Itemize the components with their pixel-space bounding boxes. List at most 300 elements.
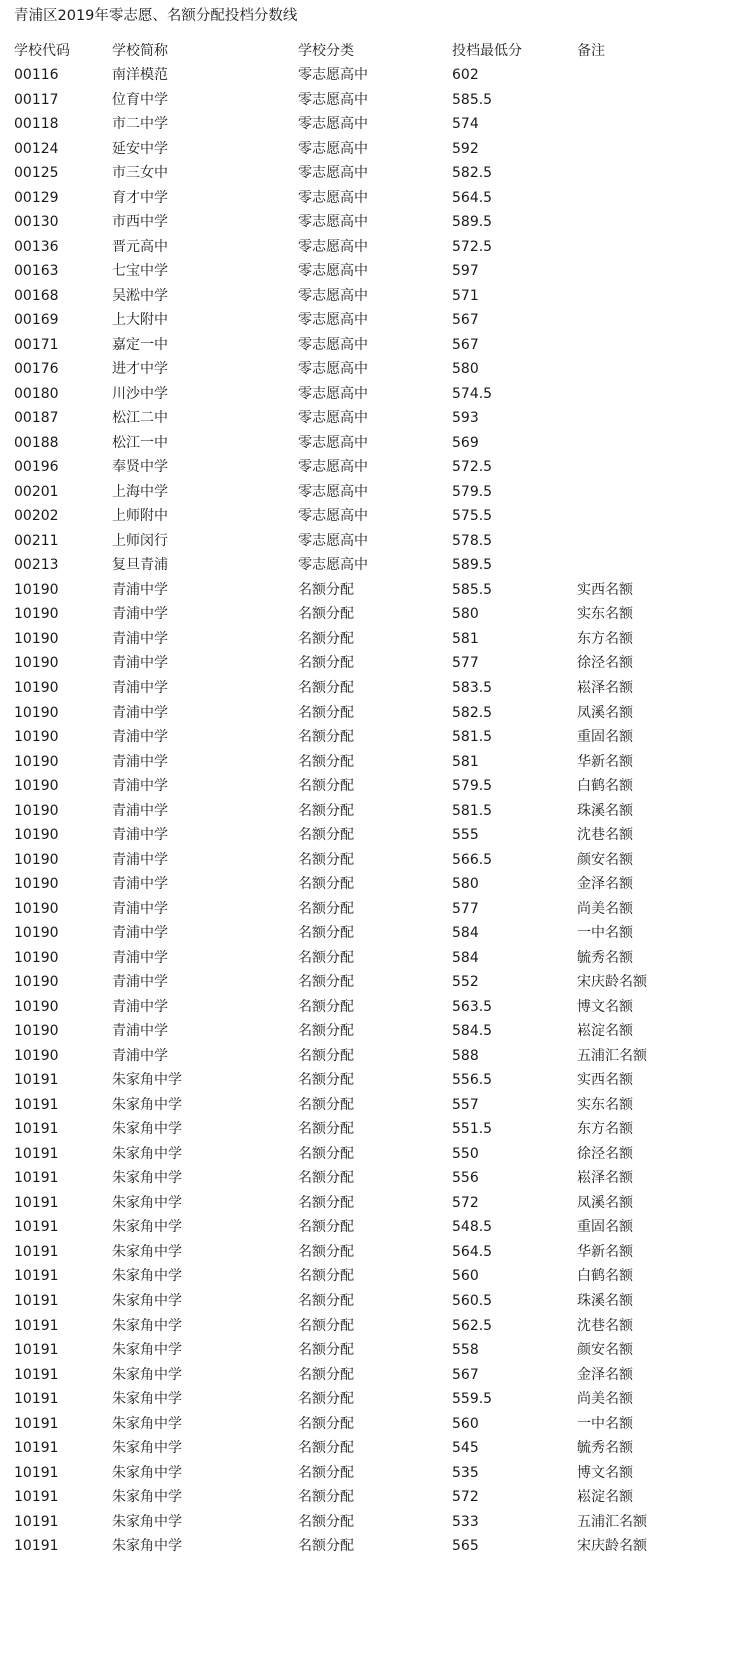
cell-school-category: 零志愿高中 — [298, 263, 368, 280]
table-row — [0, 160, 750, 186]
table-row — [0, 798, 750, 824]
cell-school-code: 00116 — [14, 67, 59, 83]
cell-school-name: 朱家角中学 — [112, 1268, 182, 1285]
cell-school-code: 10190 — [14, 630, 59, 647]
cell-school-name: 川沙中学 — [112, 385, 168, 402]
cell-min-score: 574.5 — [452, 385, 493, 402]
cell-school-name: 青浦中学 — [112, 876, 168, 893]
table-row — [0, 503, 750, 529]
cell-school-code: 10191 — [14, 1268, 59, 1285]
cell-school-category: 名额分配 — [298, 1121, 354, 1138]
cell-min-score: 572.5 — [452, 238, 493, 255]
cell-school-category: 名额分配 — [298, 949, 354, 966]
table-row — [0, 822, 750, 848]
cell-min-score: 564.5 — [452, 189, 493, 206]
cell-min-score: 558 — [452, 1342, 479, 1359]
cell-remark: 宋庆龄名额 — [577, 974, 647, 991]
header-school-category: 学校分类 — [298, 43, 354, 59]
cell-school-code: 00211 — [14, 532, 59, 549]
cell-school-name: 青浦中学 — [112, 1023, 168, 1040]
cell-school-category: 名额分配 — [298, 802, 354, 819]
cell-school-code: 10191 — [14, 1391, 59, 1408]
table-row — [0, 773, 750, 799]
table-row — [0, 111, 750, 137]
cell-min-score: 574 — [452, 116, 479, 133]
table-row — [0, 552, 750, 578]
page-title: 青浦区2019年零志愿、名额分配投档分数线 — [14, 8, 298, 24]
cell-school-category: 名额分配 — [298, 876, 354, 893]
table-row — [0, 1043, 750, 1069]
cell-min-score: 564.5 — [452, 1243, 493, 1260]
cell-min-score: 567 — [452, 312, 479, 329]
cell-min-score: 571 — [452, 287, 479, 304]
table-row — [0, 994, 750, 1020]
cell-school-code: 00187 — [14, 410, 59, 427]
cell-school-category: 名额分配 — [298, 1072, 354, 1089]
cell-school-category: 名额分配 — [298, 1366, 354, 1383]
cell-school-category: 名额分配 — [298, 630, 354, 647]
table-row — [0, 1116, 750, 1142]
table-row — [0, 258, 750, 284]
cell-school-code: 00180 — [14, 385, 59, 402]
cell-school-category: 名额分配 — [298, 1293, 354, 1309]
cell-school-category: 零志愿高中 — [298, 483, 368, 500]
table-row — [0, 283, 750, 309]
table-row — [0, 87, 750, 113]
cell-remark: 崧泽名额 — [577, 1170, 633, 1187]
cell-school-category: 零志愿高中 — [298, 312, 368, 329]
cell-remark: 华新名额 — [577, 1243, 633, 1260]
cell-remark: 五浦汇名额 — [577, 1047, 647, 1064]
cell-school-code: 00168 — [14, 287, 59, 304]
cell-school-category: 零志愿高中 — [298, 410, 368, 427]
cell-school-category: 零志愿高中 — [298, 434, 368, 451]
cell-school-category: 名额分配 — [298, 1194, 354, 1211]
table-row — [0, 332, 750, 358]
cell-min-score: 580 — [452, 876, 479, 893]
cell-school-name: 朱家角中学 — [112, 1342, 182, 1359]
table-row — [0, 1092, 750, 1118]
cell-school-name: 进才中学 — [112, 361, 168, 378]
table-row — [0, 1067, 750, 1093]
cell-school-code: 10191 — [14, 1513, 59, 1530]
table-row — [0, 724, 750, 750]
cell-min-score: 567 — [452, 336, 479, 353]
cell-school-category: 零志愿高中 — [298, 532, 368, 549]
table-header — [0, 38, 750, 64]
cell-remark: 崧泽名额 — [577, 680, 633, 696]
table-row — [0, 847, 750, 873]
cell-school-name: 青浦中学 — [112, 998, 168, 1015]
cell-school-category: 名额分配 — [298, 1513, 354, 1530]
cell-school-code: 00130 — [14, 214, 59, 231]
cell-school-code: 10190 — [14, 680, 59, 696]
cell-remark: 白鹤名额 — [577, 1268, 633, 1285]
cell-school-name: 青浦中学 — [112, 680, 168, 696]
cell-remark: 实西名额 — [577, 1072, 633, 1089]
cell-school-code: 10191 — [14, 1489, 59, 1506]
cell-min-score: 589.5 — [452, 557, 493, 574]
cell-min-score: 577 — [452, 900, 479, 917]
cell-min-score: 581.5 — [452, 802, 493, 819]
cell-school-name: 朱家角中学 — [112, 1243, 182, 1260]
cell-remark: 五浦汇名额 — [577, 1513, 647, 1530]
cell-school-name: 市三女中 — [112, 165, 168, 182]
table-row — [0, 1533, 750, 1559]
cell-school-name: 位育中学 — [112, 91, 168, 108]
table-row — [0, 479, 750, 505]
cell-school-category: 名额分配 — [298, 1342, 354, 1359]
cell-remark: 徐泾名额 — [577, 1145, 633, 1162]
cell-school-category: 零志愿高中 — [298, 238, 368, 255]
table-row — [0, 381, 750, 407]
table-row — [0, 577, 750, 603]
cell-school-code: 10191 — [14, 1243, 59, 1260]
cell-school-category: 名额分配 — [298, 974, 354, 991]
cell-remark: 重固名额 — [577, 729, 633, 746]
cell-min-score: 581.5 — [452, 729, 493, 746]
cell-school-name: 朱家角中学 — [112, 1072, 182, 1089]
cell-min-score: 584 — [452, 949, 479, 966]
cell-min-score: 582.5 — [452, 165, 493, 182]
cell-remark: 凤溪名额 — [577, 704, 633, 721]
cell-school-code: 00136 — [14, 238, 59, 255]
cell-school-code: 10191 — [14, 1464, 59, 1481]
table-row — [0, 1362, 750, 1388]
cell-school-name: 青浦中学 — [112, 802, 168, 819]
table-row — [0, 650, 750, 676]
cell-school-category: 零志愿高中 — [298, 336, 368, 353]
table-row — [0, 945, 750, 971]
cell-remark: 崧淀名额 — [577, 1489, 633, 1506]
cell-school-code: 10191 — [14, 1538, 59, 1555]
cell-min-score: 551.5 — [452, 1121, 493, 1138]
cell-min-score: 577 — [452, 655, 479, 672]
cell-school-code: 00117 — [14, 91, 59, 108]
cell-school-name: 青浦中学 — [112, 729, 168, 746]
cell-school-category: 零志愿高中 — [298, 91, 368, 108]
table-row — [0, 1509, 750, 1535]
cell-school-category: 零志愿高中 — [298, 385, 368, 402]
cell-school-code: 10190 — [14, 1047, 59, 1064]
cell-school-name: 朱家角中学 — [112, 1464, 182, 1481]
cell-min-score: 556.5 — [452, 1072, 493, 1089]
cell-school-code: 10191 — [14, 1342, 59, 1359]
cell-min-score: 584.5 — [452, 1023, 493, 1040]
cell-min-score: 579.5 — [452, 483, 493, 500]
table-row — [0, 307, 750, 333]
cell-school-code: 00124 — [14, 140, 59, 157]
cell-min-score: 580 — [452, 606, 479, 623]
cell-school-name: 朱家角中学 — [112, 1317, 182, 1334]
cell-school-category: 零志愿高中 — [298, 140, 368, 157]
cell-school-code: 10190 — [14, 827, 59, 844]
cell-remark: 实东名额 — [577, 1096, 633, 1113]
cell-school-name: 嘉定一中 — [112, 336, 168, 353]
cell-school-category: 名额分配 — [298, 1464, 354, 1481]
cell-school-name: 朱家角中学 — [112, 1096, 182, 1113]
header-min-score: 投档最低分 — [452, 43, 522, 59]
cell-min-score: 581 — [452, 630, 479, 647]
cell-school-name: 松江一中 — [112, 434, 168, 451]
cell-school-code: 10191 — [14, 1170, 59, 1187]
table-row — [0, 920, 750, 946]
cell-min-score: 535 — [452, 1464, 479, 1481]
cell-school-name: 青浦中学 — [112, 900, 168, 917]
cell-school-category: 零志愿高中 — [298, 508, 368, 525]
cell-school-name: 朱家角中学 — [112, 1440, 182, 1457]
table-row — [0, 185, 750, 211]
table-row — [0, 1386, 750, 1412]
cell-min-score: 560.5 — [452, 1293, 493, 1309]
cell-remark: 宋庆龄名额 — [577, 1538, 647, 1555]
cell-school-name: 青浦中学 — [112, 581, 168, 598]
cell-remark: 徐泾名额 — [577, 655, 633, 672]
cell-school-code: 10190 — [14, 802, 59, 819]
cell-min-score: 592 — [452, 140, 479, 157]
cell-school-name: 奉贤中学 — [112, 459, 168, 476]
cell-school-category: 名额分配 — [298, 778, 354, 795]
cell-school-code: 10190 — [14, 949, 59, 966]
cell-min-score: 581 — [452, 753, 479, 770]
cell-school-name: 复旦青浦 — [112, 557, 168, 574]
header-school-name: 学校简称 — [112, 43, 168, 59]
cell-school-code: 10190 — [14, 998, 59, 1015]
cell-school-name: 七宝中学 — [112, 263, 168, 280]
table-row — [0, 1411, 750, 1437]
table-row — [0, 896, 750, 922]
cell-school-code: 10190 — [14, 778, 59, 795]
cell-school-name: 青浦中学 — [112, 606, 168, 623]
cell-school-name: 朱家角中学 — [112, 1391, 182, 1408]
cell-school-name: 上师闵行 — [112, 532, 168, 549]
table-row — [0, 1435, 750, 1461]
cell-min-score: 545 — [452, 1440, 479, 1457]
cell-school-code: 10190 — [14, 606, 59, 623]
cell-school-category: 名额分配 — [298, 1538, 354, 1555]
cell-remark: 金泽名额 — [577, 876, 633, 893]
table-row — [0, 675, 750, 701]
cell-remark: 实东名额 — [577, 606, 633, 623]
cell-school-name: 青浦中学 — [112, 974, 168, 991]
cell-min-score: 556 — [452, 1170, 479, 1187]
table-row — [0, 136, 750, 162]
table-row — [0, 1018, 750, 1044]
cell-school-category: 名额分配 — [298, 998, 354, 1015]
cell-school-code: 10191 — [14, 1194, 59, 1211]
cell-school-code: 10190 — [14, 1023, 59, 1040]
cell-school-category: 名额分配 — [298, 1170, 354, 1187]
cell-school-category: 名额分配 — [298, 606, 354, 623]
cell-school-name: 朱家角中学 — [112, 1513, 182, 1530]
cell-min-score: 559.5 — [452, 1391, 493, 1408]
cell-school-name: 朱家角中学 — [112, 1170, 182, 1187]
cell-remark: 重固名额 — [577, 1219, 633, 1236]
table-row — [0, 1313, 750, 1339]
cell-min-score: 575.5 — [452, 508, 493, 525]
cell-min-score: 569 — [452, 434, 479, 451]
cell-school-name: 青浦中学 — [112, 630, 168, 647]
cell-remark: 东方名额 — [577, 1121, 633, 1138]
cell-school-category: 名额分配 — [298, 1440, 354, 1457]
cell-min-score: 597 — [452, 263, 479, 280]
cell-school-category: 名额分配 — [298, 655, 354, 672]
cell-school-code: 10191 — [14, 1145, 59, 1162]
cell-school-code: 10190 — [14, 581, 59, 598]
cell-remark: 实西名额 — [577, 581, 633, 598]
cell-school-name: 延安中学 — [112, 140, 168, 157]
cell-school-code: 00169 — [14, 312, 59, 329]
table-row — [0, 1190, 750, 1216]
table-row — [0, 1165, 750, 1191]
cell-min-score: 563.5 — [452, 998, 493, 1015]
cell-min-score: 552 — [452, 974, 479, 991]
cell-school-category: 零志愿高中 — [298, 459, 368, 476]
cell-min-score: 548.5 — [452, 1219, 493, 1236]
cell-school-code: 10191 — [14, 1219, 59, 1236]
cell-min-score: 557 — [452, 1096, 479, 1113]
cell-school-category: 名额分配 — [298, 1096, 354, 1113]
table-row — [0, 871, 750, 897]
cell-school-code: 10191 — [14, 1072, 59, 1089]
cell-min-score: 585.5 — [452, 581, 493, 598]
table-row — [0, 62, 750, 88]
table-row — [0, 1141, 750, 1167]
cell-school-category: 零志愿高中 — [298, 116, 368, 133]
cell-school-name: 朱家角中学 — [112, 1121, 182, 1138]
cell-school-category: 名额分配 — [298, 581, 354, 598]
cell-school-name: 朱家角中学 — [112, 1219, 182, 1236]
cell-min-score: 572 — [452, 1489, 479, 1506]
cell-school-name: 朱家角中学 — [112, 1415, 182, 1432]
cell-school-category: 零志愿高中 — [298, 557, 368, 574]
cell-school-category: 零志愿高中 — [298, 189, 368, 206]
cell-school-code: 10191 — [14, 1440, 59, 1457]
cell-school-code: 10191 — [14, 1121, 59, 1138]
cell-min-score: 565 — [452, 1538, 479, 1555]
cell-remark: 毓秀名额 — [577, 1440, 633, 1457]
cell-min-score: 555 — [452, 827, 479, 844]
cell-remark: 沈巷名额 — [577, 827, 633, 844]
cell-school-name: 朱家角中学 — [112, 1293, 182, 1309]
cell-school-category: 名额分配 — [298, 1145, 354, 1162]
cell-school-name: 青浦中学 — [112, 1047, 168, 1064]
cell-school-name: 市二中学 — [112, 116, 168, 133]
table-row — [0, 1484, 750, 1510]
cell-min-score: 567 — [452, 1366, 479, 1383]
cell-school-code: 10190 — [14, 655, 59, 672]
cell-school-category: 名额分配 — [298, 1243, 354, 1260]
cell-school-category: 零志愿高中 — [298, 67, 368, 83]
cell-school-code: 10190 — [14, 753, 59, 770]
cell-school-code: 10190 — [14, 729, 59, 746]
cell-school-name: 青浦中学 — [112, 851, 168, 868]
cell-school-name: 市西中学 — [112, 214, 168, 231]
cell-school-category: 名额分配 — [298, 1047, 354, 1064]
table-row — [0, 1460, 750, 1486]
table-row — [0, 430, 750, 456]
cell-school-category: 名额分配 — [298, 900, 354, 917]
cell-min-score: 560 — [452, 1268, 479, 1285]
cell-school-category: 名额分配 — [298, 753, 354, 770]
cell-school-name: 青浦中学 — [112, 949, 168, 966]
cell-min-score: 550 — [452, 1145, 479, 1162]
table-row — [0, 405, 750, 431]
cell-remark: 珠溪名额 — [577, 802, 633, 819]
cell-school-name: 朱家角中学 — [112, 1366, 182, 1383]
cell-school-name: 上师附中 — [112, 508, 168, 525]
cell-remark: 崧淀名额 — [577, 1023, 633, 1040]
cell-school-name: 青浦中学 — [112, 778, 168, 795]
cell-school-category: 名额分配 — [298, 1317, 354, 1334]
table-row — [0, 356, 750, 382]
cell-school-category: 名额分配 — [298, 1023, 354, 1040]
cell-school-name: 晋元高中 — [112, 238, 168, 255]
cell-school-code: 10190 — [14, 925, 59, 942]
cell-remark: 博文名额 — [577, 998, 633, 1015]
cell-school-code: 00196 — [14, 459, 59, 476]
cell-min-score: 572 — [452, 1194, 479, 1211]
cell-min-score: 580 — [452, 361, 479, 378]
cell-school-code: 00163 — [14, 263, 59, 280]
table-row — [0, 454, 750, 480]
cell-min-score: 588 — [452, 1047, 479, 1064]
cell-min-score: 572.5 — [452, 459, 493, 476]
cell-school-category: 零志愿高中 — [298, 165, 368, 182]
cell-school-name: 南洋模范 — [112, 67, 168, 83]
table-row — [0, 209, 750, 235]
cell-school-code: 10191 — [14, 1415, 59, 1432]
cell-remark: 华新名额 — [577, 753, 633, 770]
cell-school-code: 00201 — [14, 483, 59, 500]
cell-remark: 毓秀名额 — [577, 949, 633, 966]
cell-remark: 金泽名额 — [577, 1366, 633, 1383]
cell-school-name: 青浦中学 — [112, 827, 168, 844]
cell-school-code: 10191 — [14, 1317, 59, 1334]
cell-remark: 尚美名额 — [577, 1391, 633, 1408]
cell-school-category: 名额分配 — [298, 1219, 354, 1236]
cell-school-category: 零志愿高中 — [298, 287, 368, 304]
cell-remark: 白鹤名额 — [577, 778, 633, 795]
cell-min-score: 585.5 — [452, 91, 493, 108]
cell-min-score: 566.5 — [452, 851, 493, 868]
cell-school-category: 零志愿高中 — [298, 361, 368, 378]
header-remark: 备注 — [577, 43, 605, 59]
cell-school-code: 00125 — [14, 165, 59, 182]
cell-school-code: 10190 — [14, 876, 59, 893]
cell-school-name: 青浦中学 — [112, 704, 168, 721]
cell-school-name: 育才中学 — [112, 189, 168, 206]
cell-school-name: 朱家角中学 — [112, 1145, 182, 1162]
cell-school-name: 松江二中 — [112, 410, 168, 427]
table-row — [0, 1214, 750, 1240]
cell-school-name: 青浦中学 — [112, 925, 168, 942]
cell-remark: 珠溪名额 — [577, 1293, 633, 1309]
cell-min-score: 560 — [452, 1415, 479, 1432]
cell-min-score: 602 — [452, 67, 479, 83]
cell-min-score: 593 — [452, 410, 479, 427]
cell-school-category: 名额分配 — [298, 925, 354, 942]
cell-min-score: 582.5 — [452, 704, 493, 721]
cell-school-code: 10190 — [14, 851, 59, 868]
cell-school-category: 名额分配 — [298, 729, 354, 746]
cell-remark: 颜安名额 — [577, 851, 633, 868]
cell-school-code: 00171 — [14, 336, 59, 353]
cell-school-category: 名额分配 — [298, 1415, 354, 1432]
cell-school-category: 零志愿高中 — [298, 214, 368, 231]
cell-remark: 颜安名额 — [577, 1342, 633, 1359]
header-school-code: 学校代码 — [14, 43, 70, 59]
